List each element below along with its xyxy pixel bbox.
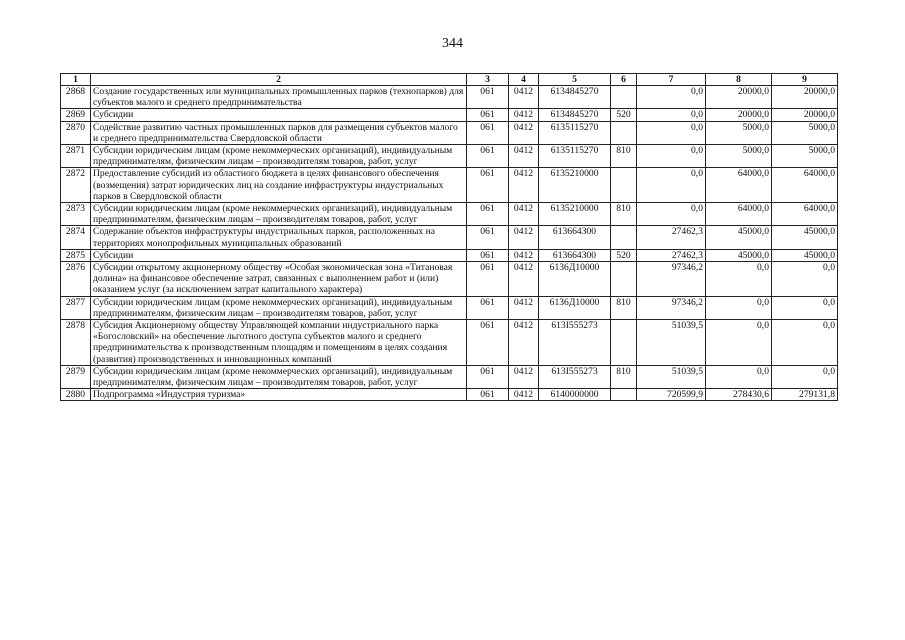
row-number: 2875 <box>61 249 91 261</box>
row-name: Субсидии <box>91 109 467 121</box>
expense-type-code <box>611 226 637 249</box>
target-article-code: 6135210000 <box>539 203 611 226</box>
ministry-code: 061 <box>467 262 509 297</box>
target-article-code: 6140000000 <box>539 389 611 401</box>
amount-col-8: 45000,0 <box>706 226 772 249</box>
ministry-code: 061 <box>467 121 509 144</box>
amount-col-7: 0,0 <box>637 168 706 203</box>
amount-col-8: 0,0 <box>706 262 772 297</box>
amount-col-9: 0,0 <box>772 262 838 297</box>
table-row <box>61 365 838 388</box>
target-article-code: 6135115270 <box>539 121 611 144</box>
section-code: 0412 <box>509 109 539 121</box>
row-number: 2872 <box>61 168 91 203</box>
row-name: Создание государственных или муниципальных промышленных парков (технопарков) для субъектов малого и среднего предпринимательства <box>91 86 467 109</box>
table-row <box>61 296 838 319</box>
amount-col-8: 45000,0 <box>706 249 772 261</box>
column-header: 8 <box>706 74 772 86</box>
expense-type-code: 810 <box>611 145 637 168</box>
amount-col-8: 64000,0 <box>706 168 772 203</box>
amount-col-9: 64000,0 <box>772 168 838 203</box>
table-row <box>61 203 838 226</box>
expense-type-code <box>611 168 637 203</box>
table-row <box>61 145 838 168</box>
table-row <box>61 168 838 203</box>
amount-col-8: 0,0 <box>706 365 772 388</box>
expense-type-code: 520 <box>611 109 637 121</box>
table-row <box>61 389 838 401</box>
expense-type-code: 810 <box>611 365 637 388</box>
target-article-code: 6135210000 <box>539 168 611 203</box>
amount-col-7: 0,0 <box>637 121 706 144</box>
amount-col-7: 720599,9 <box>637 389 706 401</box>
table-row <box>61 121 838 144</box>
expense-type-code: 810 <box>611 203 637 226</box>
column-header: 5 <box>539 74 611 86</box>
amount-col-7: 97346,2 <box>637 296 706 319</box>
amount-col-7: 0,0 <box>637 203 706 226</box>
amount-col-9: 0,0 <box>772 320 838 366</box>
table-row <box>61 262 838 297</box>
amount-col-9: 5000,0 <box>772 121 838 144</box>
row-name: Субсидии открытому акционерному обществу «Особая экономическая зона «Титановая долина» на финансовое обеспечение затрат, связанных с выполнением работ и (или) оказанием услуг (за исключением затрат капитального характера) <box>91 262 467 297</box>
amount-col-9: 279131,8 <box>772 389 838 401</box>
amount-col-7: 0,0 <box>637 109 706 121</box>
row-name: Субсидии юридическим лицам (кроме некоммерческих организаций), индивидуальным предпринимателям, физическим лицам – производителям товаров, работ, услуг <box>91 203 467 226</box>
amount-col-7: 27462,3 <box>637 226 706 249</box>
row-number: 2873 <box>61 203 91 226</box>
target-article-code: 6134845270 <box>539 109 611 121</box>
column-header: 6 <box>611 74 637 86</box>
amount-col-7: 0,0 <box>637 86 706 109</box>
amount-col-8: 20000,0 <box>706 86 772 109</box>
section-code: 0412 <box>509 320 539 366</box>
section-code: 0412 <box>509 249 539 261</box>
amount-col-9: 20000,0 <box>772 109 838 121</box>
budget-table <box>60 73 838 401</box>
amount-col-8: 20000,0 <box>706 109 772 121</box>
ministry-code: 061 <box>467 86 509 109</box>
column-header: 7 <box>637 74 706 86</box>
amount-col-7: 51039,5 <box>637 365 706 388</box>
expense-type-code <box>611 262 637 297</box>
section-code: 0412 <box>509 226 539 249</box>
section-code: 0412 <box>509 262 539 297</box>
ministry-code: 061 <box>467 296 509 319</box>
table-row <box>61 320 838 366</box>
header-row <box>61 74 838 86</box>
ministry-code: 061 <box>467 145 509 168</box>
amount-col-8: 5000,0 <box>706 121 772 144</box>
row-number: 2870 <box>61 121 91 144</box>
section-code: 0412 <box>509 86 539 109</box>
row-name: Субсидия Акционерному обществу Управляющей компании индустриального парка «Богословский» на обеспечение льготного доступа субъектов малого и среднего предпринимательства к производственным площадям и помещениям в целях создания (развития) производственных и инновационных компаний <box>91 320 467 366</box>
table-row <box>61 86 838 109</box>
row-number: 2874 <box>61 226 91 249</box>
amount-col-8: 0,0 <box>706 320 772 366</box>
column-header: 9 <box>772 74 838 86</box>
amount-col-9: 45000,0 <box>772 249 838 261</box>
section-code: 0412 <box>509 121 539 144</box>
amount-col-7: 27462,3 <box>637 249 706 261</box>
ministry-code: 061 <box>467 389 509 401</box>
amount-col-9: 20000,0 <box>772 86 838 109</box>
expense-type-code <box>611 389 637 401</box>
table-body <box>61 86 838 401</box>
ministry-code: 061 <box>467 320 509 366</box>
expense-type-code: 520 <box>611 249 637 261</box>
amount-col-7: 0,0 <box>637 145 706 168</box>
table-row <box>61 249 838 261</box>
column-header: 2 <box>91 74 467 86</box>
row-name: Содействие развитию частных промышленных парков для размещения субъектов малого и среднего предпринимательства Свердловской области <box>91 121 467 144</box>
expense-type-code <box>611 86 637 109</box>
ministry-code: 061 <box>467 226 509 249</box>
target-article-code: 613I555273 <box>539 365 611 388</box>
target-article-code: 6136Д10000 <box>539 262 611 297</box>
amount-col-8: 278430,6 <box>706 389 772 401</box>
ministry-code: 061 <box>467 249 509 261</box>
ministry-code: 061 <box>467 365 509 388</box>
row-name: Подпрограмма «Индустрия туризма» <box>91 389 467 401</box>
section-code: 0412 <box>509 168 539 203</box>
row-name: Субсидии юридическим лицам (кроме некоммерческих организаций), индивидуальным предпринимателям, физическим лицам – производителям товаров, работ, услуг <box>91 365 467 388</box>
target-article-code: 613664З00 <box>539 226 611 249</box>
amount-col-9: 0,0 <box>772 296 838 319</box>
target-article-code: 613I555273 <box>539 320 611 366</box>
section-code: 0412 <box>509 389 539 401</box>
column-header: 1 <box>61 74 91 86</box>
row-number: 2871 <box>61 145 91 168</box>
column-header: 3 <box>467 74 509 86</box>
row-number: 2878 <box>61 320 91 366</box>
section-code: 0412 <box>509 203 539 226</box>
amount-col-8: 0,0 <box>706 296 772 319</box>
row-number: 2869 <box>61 109 91 121</box>
target-article-code: 6134845270 <box>539 86 611 109</box>
row-name: Предоставление субсидий из областного бюджета в целях финансового обеспечения (возмещения) затрат юридических лиц на создание инфраструктуры индустриальных парков в Свердловской области <box>91 168 467 203</box>
row-name: Субсидии юридическим лицам (кроме некоммерческих организаций), индивидуальным предпринимателям, физическим лицам – производителям товаров, работ, услуг <box>91 145 467 168</box>
amount-col-9: 5000,0 <box>772 145 838 168</box>
amount-col-9: 64000,0 <box>772 203 838 226</box>
table-row <box>61 226 838 249</box>
amount-col-8: 5000,0 <box>706 145 772 168</box>
row-number: 2880 <box>61 389 91 401</box>
row-number: 2876 <box>61 262 91 297</box>
expense-type-code <box>611 320 637 366</box>
row-name: Субсидии юридическим лицам (кроме некоммерческих организаций), индивидуальным предпринимателям, физическим лицам – производителям товаров, работ, услуг <box>91 296 467 319</box>
row-name: Содержание объектов инфраструктуры индустриальных парков, расположенных на территориях монопрофильных муниципальных образований <box>91 226 467 249</box>
section-code: 0412 <box>509 365 539 388</box>
row-number: 2879 <box>61 365 91 388</box>
column-header: 4 <box>509 74 539 86</box>
target-article-code: 6135115270 <box>539 145 611 168</box>
row-number: 2877 <box>61 296 91 319</box>
target-article-code: 613664З00 <box>539 249 611 261</box>
ministry-code: 061 <box>467 168 509 203</box>
table-row <box>61 109 838 121</box>
row-number: 2868 <box>61 86 91 109</box>
ministry-code: 061 <box>467 203 509 226</box>
section-code: 0412 <box>509 145 539 168</box>
ministry-code: 061 <box>467 109 509 121</box>
amount-col-7: 51039,5 <box>637 320 706 366</box>
amount-col-8: 64000,0 <box>706 203 772 226</box>
amount-col-9: 0,0 <box>772 365 838 388</box>
row-name: Субсидии <box>91 249 467 261</box>
page-number: 344 <box>442 36 463 51</box>
amount-col-9: 45000,0 <box>772 226 838 249</box>
expense-type-code: 810 <box>611 296 637 319</box>
expense-type-code <box>611 121 637 144</box>
amount-col-7: 97346,2 <box>637 262 706 297</box>
section-code: 0412 <box>509 296 539 319</box>
target-article-code: 6136Д10000 <box>539 296 611 319</box>
